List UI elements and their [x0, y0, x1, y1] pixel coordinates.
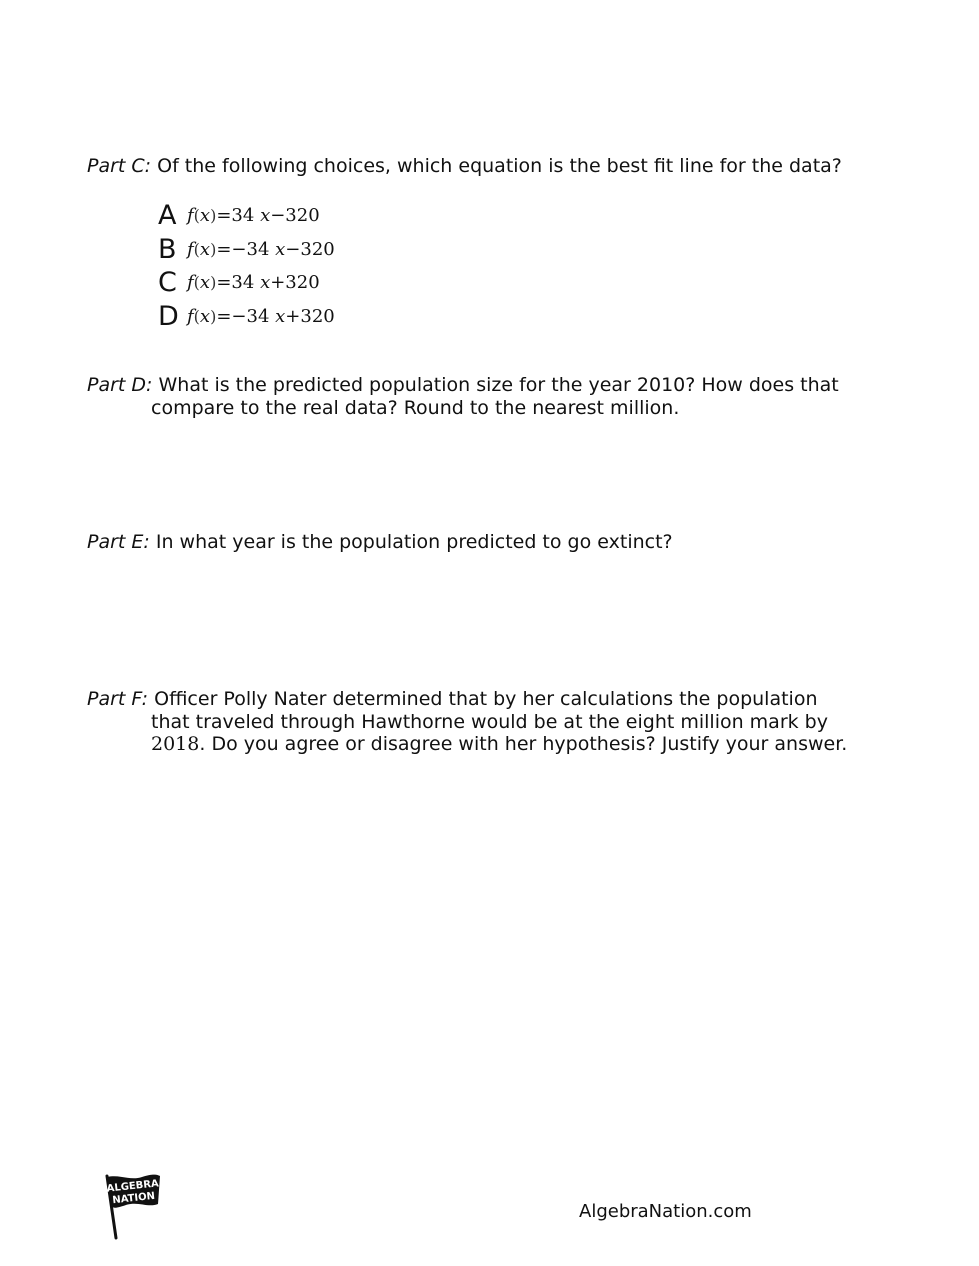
part-e-text: In what year is the population predicted to go extinct?: [155, 531, 673, 553]
part-e-label: Part E:: [87, 531, 150, 553]
part-f-text-line1: Officer Polly Nater determined that by her calculations the population: [154, 688, 818, 710]
part-c-question: [87, 155, 877, 178]
part-e-question: [87, 531, 877, 554]
part-f-year: 2018: [151, 733, 200, 755]
choice-c[interactable]: [158, 266, 335, 300]
footer-website: AlgebraNation.com: [579, 1201, 752, 1222]
part-d-question: [87, 374, 877, 419]
choice-b[interactable]: [158, 233, 335, 267]
choice-letter: C: [158, 267, 177, 299]
part-d-text-line1: What is the predicted population size for the year 2010? How does that: [158, 374, 839, 396]
choice-letter: D: [158, 300, 179, 332]
choice-letter: B: [158, 233, 177, 265]
choice-a[interactable]: [158, 199, 335, 233]
choice-letter: A: [158, 200, 177, 232]
part-d-label: Part D:: [87, 374, 153, 396]
part-d-text-line2: compare to the real data? Round to the nearest million.: [151, 396, 680, 419]
part-f-text-line2: that traveled through Hawthorne would be at the eight million mark by: [151, 710, 828, 733]
choice-equation: f(x)=−34 x−320: [187, 238, 335, 260]
part-f-text-line3: 2018. Do you agree or disagree with her hypothesis? Justify your answer.: [151, 733, 848, 755]
logo-text-line1: ALGEBRA: [106, 1178, 160, 1195]
logo-text-line2: NATION: [111, 1190, 156, 1207]
algebra-nation-logo: [100, 1172, 164, 1240]
part-f-question: [87, 688, 877, 756]
choice-equation: f(x)=−34 x+320: [187, 305, 335, 327]
answer-choices: [158, 199, 335, 333]
choice-equation: f(x)=34 x−320: [187, 205, 320, 227]
choice-equation: f(x)=34 x+320: [187, 272, 320, 294]
part-c-label: Part C:: [87, 155, 152, 177]
choice-d[interactable]: [158, 300, 335, 334]
part-c-text: Of the following choices, which equation is the best fit line for the data?: [157, 155, 842, 177]
part-f-label: Part F:: [87, 688, 149, 710]
